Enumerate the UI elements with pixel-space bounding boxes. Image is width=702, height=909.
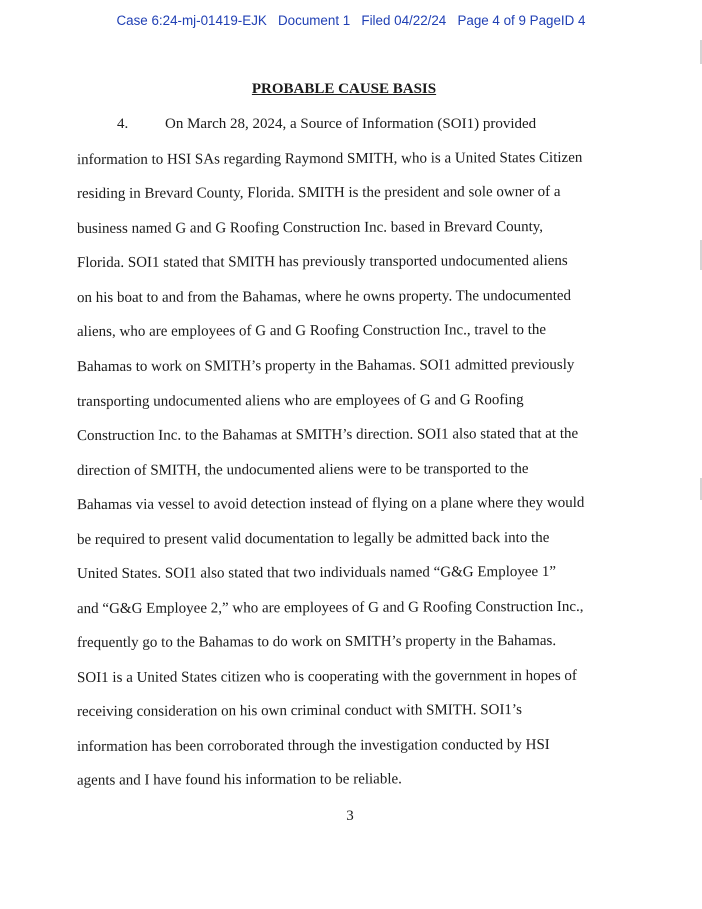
paragraph-line: and “G&G Employee 2,” who are employees of G and G Roofing Construction Inc.,	[76, 598, 584, 618]
header-case-number: Case 6:24-mj-01419-EJK	[116, 13, 267, 28]
paragraph-line: Bahamas via vessel to avoid detection instead of flying on a plane where they would	[76, 494, 585, 514]
paragraph-line: aliens, who are employees of G and G Roofing Construction Inc., travel to the	[76, 321, 547, 341]
paragraph-line: United States. SOI1 also stated that two individuals named “G&G Employee 1”	[76, 563, 557, 583]
paragraph-line	[117, 116, 536, 133]
page-number: 3	[346, 808, 354, 824]
paragraph-line: be required to present valid documentation to legally be admitted back into the	[76, 529, 550, 549]
header-page-id: Page 4 of 9 PageID 4	[457, 13, 586, 28]
paragraph-line: Construction Inc. to the Bahamas at SMITH’s direction. SOI1 also stated that at the	[76, 425, 579, 445]
paragraph-line: agents and I have found his information to be reliable.	[76, 771, 402, 789]
paragraph-line: information to HSI SAs regarding Raymond SMITH, who is a United States Citizen	[76, 149, 583, 169]
paragraph-line: transporting undocumented aliens who are employees of G and G Roofing	[76, 392, 524, 410]
paragraph-line-text: On March 28, 2024, a Source of Information (SOI1) provided	[165, 116, 537, 132]
case-header	[0, 13, 702, 28]
paragraph-line: frequently go to the Bahamas to do work on SMITH’s property in the Bahamas.	[76, 632, 557, 652]
paragraph-line: SOI1 is a United States citizen who is cooperating with the government in hopes of	[76, 667, 577, 687]
paragraph-line: direction of SMITH, the undocumented aliens were to be transported to the	[76, 461, 529, 479]
paragraph-line: information has been corroborated through the investigation conducted by HSI	[76, 736, 550, 756]
paragraph-line: residing in Brevard County, Florida. SMITH is the president and sole owner of a	[76, 183, 561, 203]
paragraph-line: Florida. SOI1 stated that SMITH has previously transported undocumented aliens	[76, 252, 568, 272]
paragraph-line: Bahamas to work on SMITH’s property in the Bahamas. SOI1 admitted previously	[76, 356, 575, 376]
paragraph-line: on his boat to and from the Bahamas, where he owns property. The undocumented	[76, 287, 572, 307]
header-filed-date: Filed 04/22/24	[361, 13, 447, 28]
paragraph-number: 4.	[117, 116, 129, 132]
paragraph-line: receiving consideration on his own criminal conduct with SMITH. SOI1’s	[76, 702, 522, 720]
header-document: Document 1	[278, 13, 351, 28]
section-title: PROBABLE CAUSE BASIS	[251, 81, 437, 97]
paragraph-line: business named G and G Roofing Construction Inc. based in Brevard County,	[76, 218, 544, 238]
